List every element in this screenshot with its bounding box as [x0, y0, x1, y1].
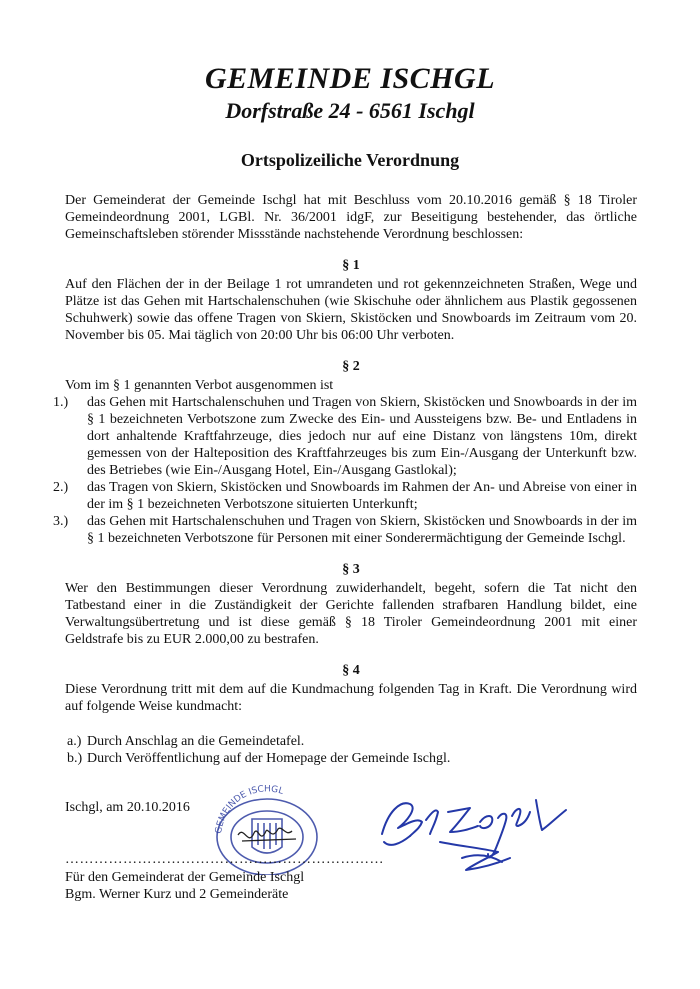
letterhead [0, 62, 700, 124]
section-3-heading: § 3 [342, 562, 360, 577]
section-4-list [65, 733, 637, 767]
list-item-text: das Gehen mit Hartschalenschuhen und Tragen von Skiern, Skistöcken und Snowboards in der im § 1 bezeichneten Verbotszone zum Zwecke des Ein- und Aussteigens bzw. Be- und Entladens in dort anhaltende Kraftfahrzeuge, dies jedoch nur auf eine Distanz von längstens 10m, direkt gemessen von der Halteposition des Kraftfahrzeuges bis zum Ein-/Ausgang der Unterkunft bzw. des Betriebes (wie Ein-/Ausgang Hotel, Ein-/Ausgang Gastlokal); [87, 395, 637, 478]
document-body [53, 192, 637, 767]
list-item [53, 479, 637, 513]
section-4-heading: § 4 [342, 663, 360, 678]
list-item-text: das Gehen mit Hartschalenschuhen und Tragen von Skiern, Skistöcken und Snowboards in der im § 1 bezeichneten Verbotszone für Personen mit einer Sonderermächtigung der Gemeinde Ischgl. [87, 514, 637, 546]
signatory-line-2: Bgm. Werner Kurz und 2 Gemeinderäte [65, 887, 289, 902]
list-item-text: Durch Veröffentlichung auf der Homepage der Gemeinde Ischgl. [87, 751, 451, 766]
list-item-number: 1.) [53, 395, 69, 410]
intro-paragraph: Der Gemeinderat der Gemeinde Ischgl hat mit Beschluss vom 20.10.2016 gemäß § 18 Tiroler Gemeindeordnung 2001, LGBl. Nr. 36/2001 idgF, zur Beseitigung bestehender, das örtliche Gemeinschaftsleben störender Missstände nachstehende Verordnung beschlossen: [65, 193, 637, 242]
section-2-heading: § 2 [342, 359, 360, 374]
list-item-number: 3.) [53, 514, 69, 529]
section-1-text: Auf den Flächen der in der Beilage 1 rot umrandeten und rot gekennzeichneten Straßen, Wege und Plätze ist das Gehen mit Hartschalenschuhen (wie Skischuhe oder ähnlichem aus Plastik gegossenen Schuhwerk) sowie das offene Tragen von Skiern, Skistöcken und Snowboards im Zeitraum vom 20. November bis 05. Mai täglich von 20:00 Uhr bis 06:00 Uhr verboten. [65, 277, 637, 343]
section-2-lead: Vom im § 1 genannten Verbot ausgenommen ist [65, 378, 334, 393]
list-item-text: Durch Anschlag an die Gemeindetafel. [87, 734, 305, 749]
list-item [65, 733, 637, 750]
document-title: Ortspolizeiliche Verordnung [240, 150, 460, 170]
list-item [53, 394, 637, 479]
section-3-text: Wer den Bestimmungen dieser Verordnung zuwiderhandelt, begeht, sofern die Tat nicht den Tatbestand einer in die Zuständigkeit der Gerichte fallenden strafbaren Handlung bildet, eine Verwaltungsübertretung und ist diese gemäß § 18 Tiroler Gemeindeordnung 2001 mit einer Geldstrafe bis zu EUR 2.000,00 zu bestrafen. [65, 581, 637, 647]
svg-text:GEMEINDE ISCHGL [214, 785, 284, 834]
list-item [65, 750, 637, 767]
section-2-list [53, 394, 637, 547]
section-1-heading: § 1 [342, 258, 360, 273]
list-item-number: b.) [67, 751, 83, 766]
signatory-line-1: Für den Gemeinderat der Gemeinde Ischgl [65, 870, 305, 885]
handwritten-signature [370, 782, 590, 882]
list-item-text: das Tragen von Skiern, Skistöcken und Snowboards im Rahmen der An- und Abreise von einer in der im § 1 bezeichneten Verbotszone situierten Unterkunft; [87, 480, 637, 512]
list-item-number: 2.) [53, 480, 69, 495]
signature-line: ………………………………………………………… [65, 852, 384, 867]
section-4-text: Diese Verordnung tritt mit dem auf die Kundmachung folgenden Tag in Kraft. Die Verordnung wird auf folgende Weise kundmacht: [65, 682, 637, 714]
list-item [53, 513, 637, 547]
stamp-lettering: GEMEINDE ISCHGL [214, 785, 285, 835]
list-item-number: a.) [67, 734, 82, 749]
municipality-address: Dorfstraße 24 - 6561 Ischgl [225, 98, 475, 123]
place-and-date: Ischgl, am 20.10.2016 [65, 800, 190, 815]
municipality-name: GEMEINDE ISCHGL [204, 62, 496, 95]
